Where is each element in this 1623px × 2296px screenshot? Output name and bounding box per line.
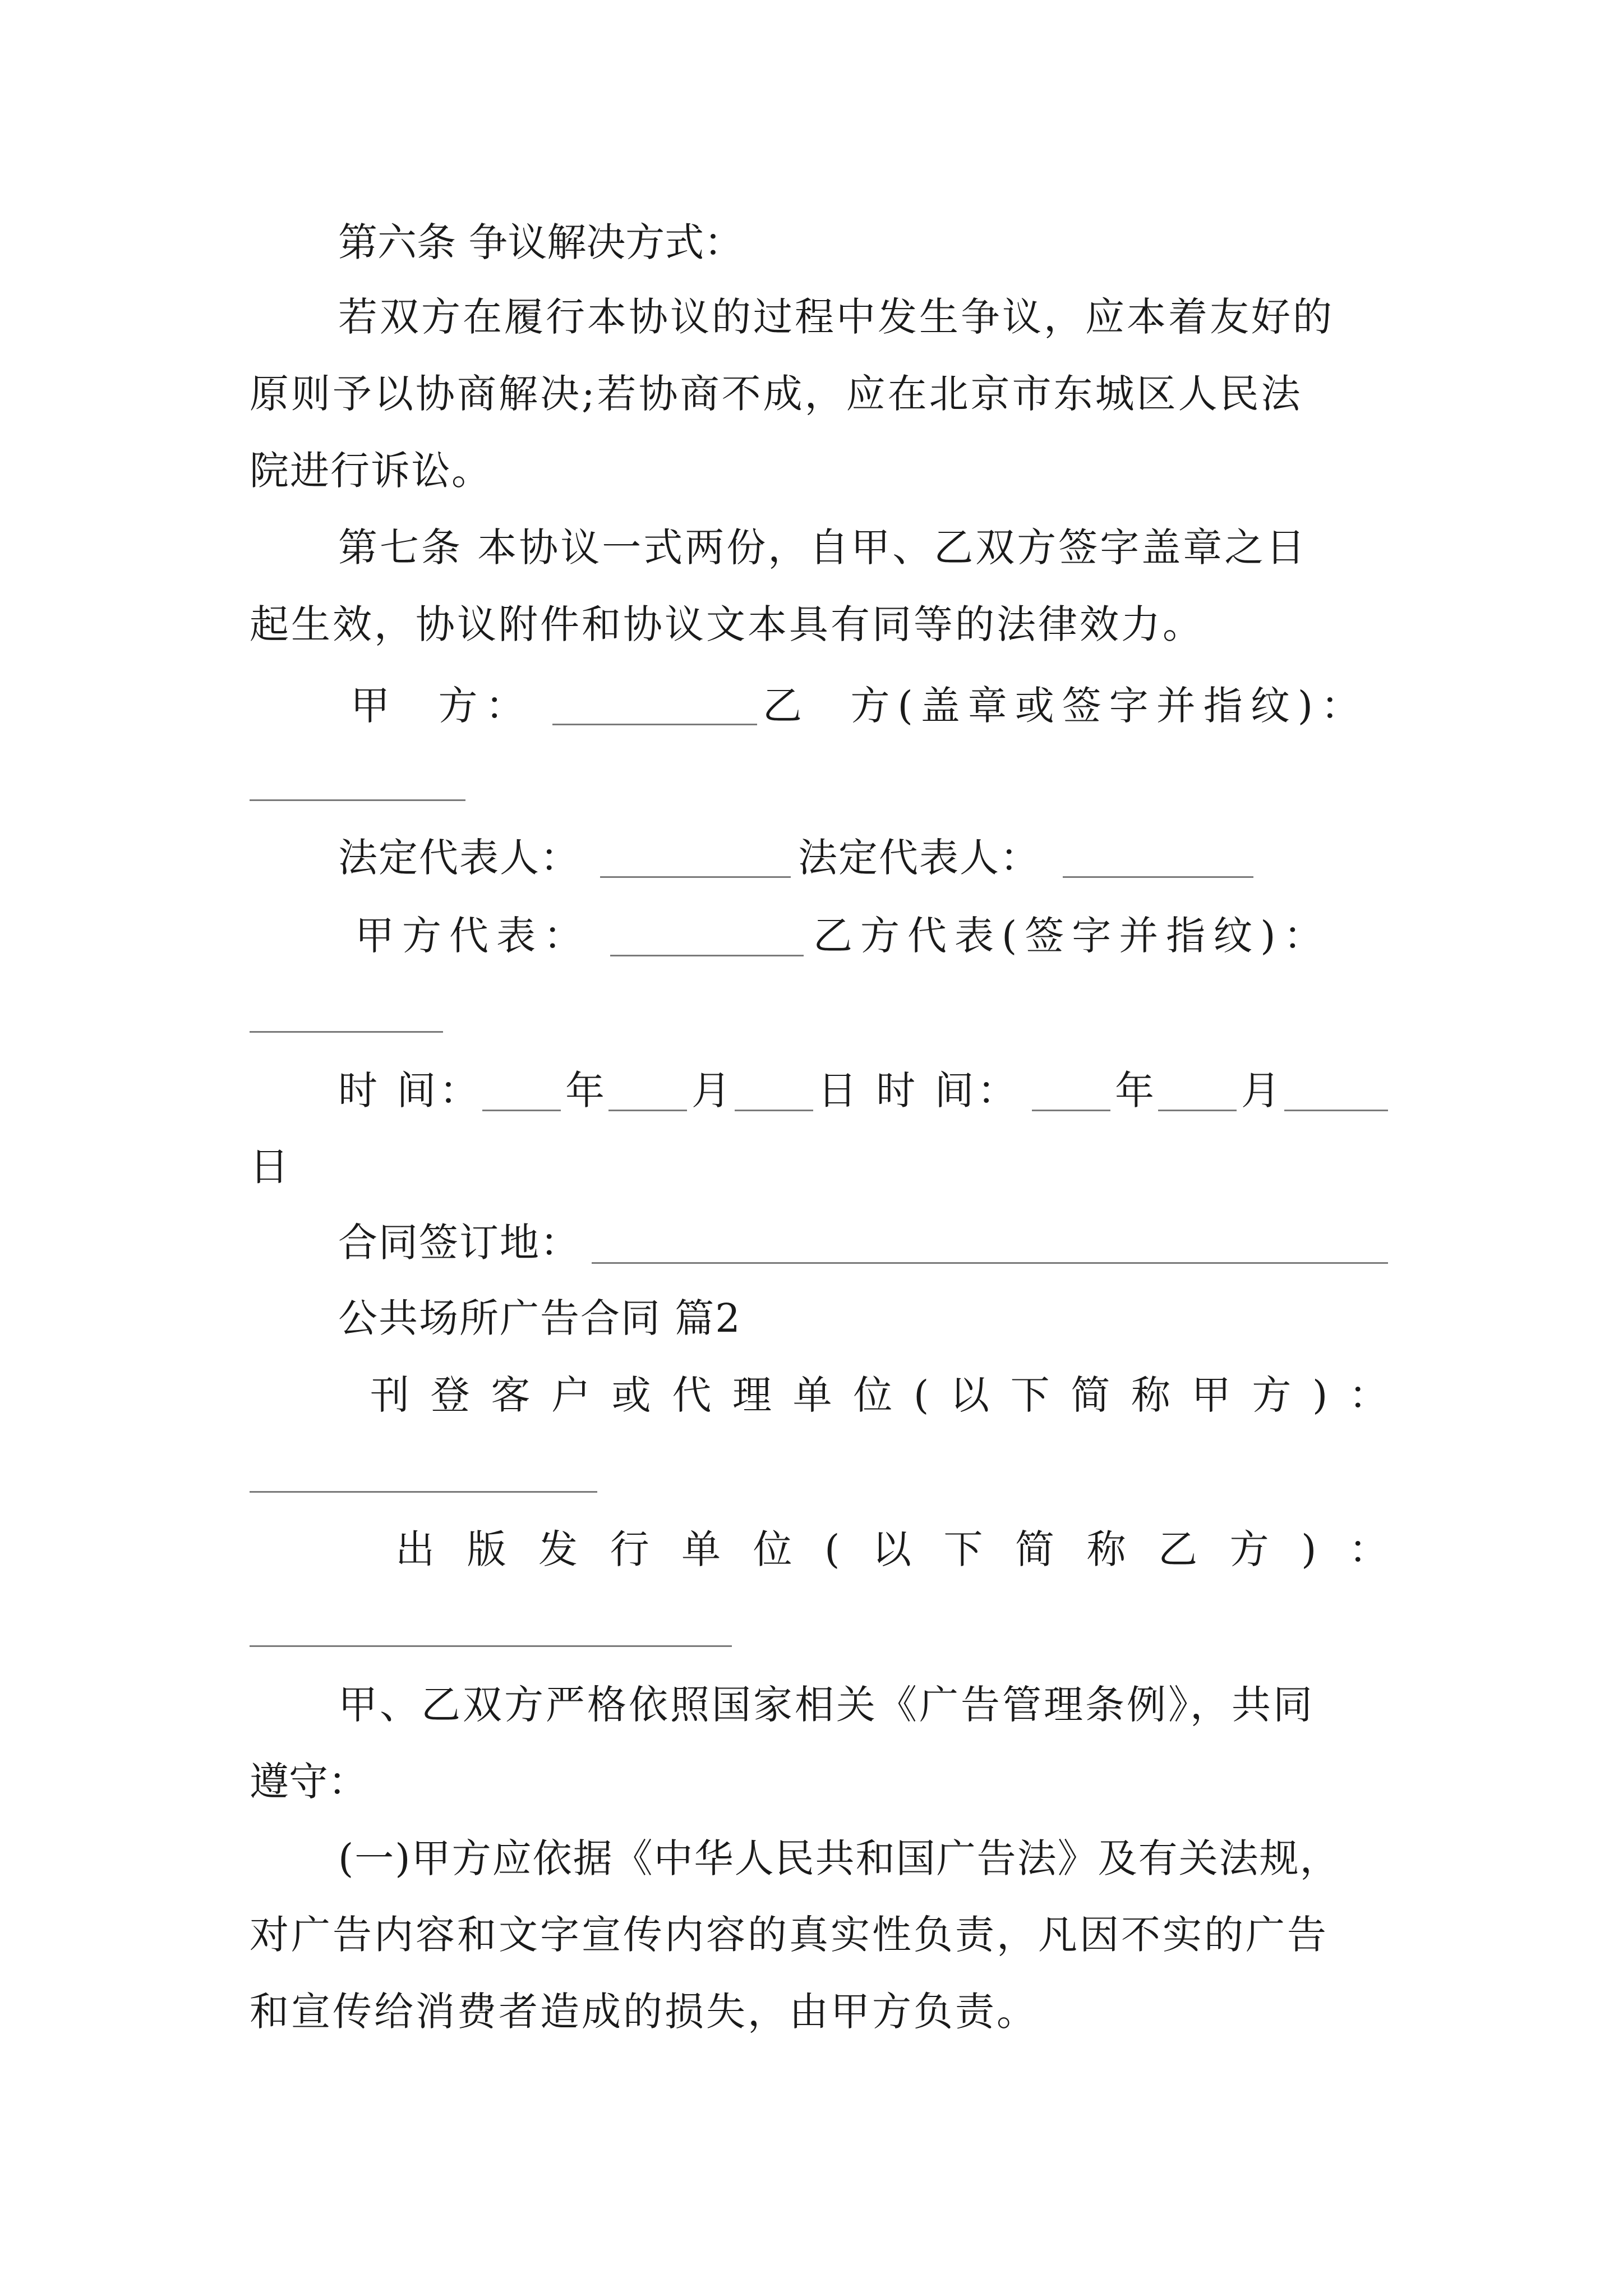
legal-rep-a-blank	[600, 876, 791, 878]
party-a-blank	[552, 724, 757, 725]
rep-b-label: 乙方代表(签字并指纹)：	[813, 913, 1331, 959]
signing-place-blank	[592, 1262, 1388, 1264]
legal-rep-b-blank	[1063, 876, 1253, 878]
date-a-month: 月	[691, 1068, 731, 1114]
rep-a-blank	[610, 955, 804, 956]
party-b-label: 乙 方(盖章或签字并指纹)：	[763, 683, 1368, 729]
date-b-month-blank	[1158, 1110, 1237, 1111]
date-a-month-blank	[608, 1110, 687, 1111]
section-title: 公共场所广告合同 篇2	[338, 1295, 741, 1341]
paragraph-line: 若双方在履行本协议的过程中发生争议，应本着友好的	[338, 294, 1334, 340]
signing-place-label: 合同签订地：	[338, 1220, 580, 1266]
client-blank	[250, 1491, 597, 1493]
date-b-year: 年	[1115, 1068, 1154, 1114]
paragraph-line: 起生效，协议附件和协议文本具有同等的法律效力。	[250, 601, 1204, 647]
article-7-heading: 第七条 本协议一式两份，自甲、乙双方签字盖章之日	[338, 524, 1308, 570]
publisher-blank	[250, 1645, 732, 1647]
date-a-day-blank	[735, 1110, 813, 1111]
rep-a-label: 甲方代表：	[355, 913, 591, 959]
legal-rep-a-label: 法定代表人：	[338, 835, 580, 881]
party-b-blank	[250, 799, 465, 801]
date-b-year-blank	[1032, 1110, 1110, 1111]
legal-rep-b-label: 法定代表人：	[798, 835, 1040, 881]
date-a-year-blank	[482, 1110, 561, 1111]
publisher-line: 出版发行单位(以下简称乙方)：	[395, 1526, 1388, 1572]
article-6-heading: 第六条 争议解决方式：	[338, 219, 744, 265]
paragraph-line: 原则予以协商解决;若协商不成，应在北京市东城区人民法	[250, 371, 1303, 417]
paragraph-line: 和宣传给消费者造成的损失，由甲方负责。	[250, 1989, 1038, 2035]
date-b-day: 日	[250, 1144, 289, 1190]
party-a-label: 甲 方：	[351, 683, 533, 729]
paragraph-line: 院进行诉讼。	[250, 448, 492, 494]
date-a-year: 年	[565, 1068, 605, 1114]
paragraph-line: (一)甲方应依据《中华人民共和国广告法》及有关法规，	[338, 1835, 1340, 1881]
date-a-label: 时 间：	[338, 1068, 482, 1114]
client-line: 刊登客户或代理单位(以下简称甲方)：	[370, 1372, 1388, 1418]
date-b-label: 日 时 间：	[818, 1068, 1020, 1114]
paragraph-line: 对广告内容和文字宣传内容的真实性负责，凡因不实的广告	[250, 1912, 1329, 1958]
paragraph-line: 遵守：	[250, 1759, 367, 1805]
date-b-month: 月	[1241, 1068, 1280, 1114]
paragraph-line: 甲、乙双方严格依照国家相关《广告管理条例》，共同	[338, 1682, 1315, 1728]
rep-b-blank	[250, 1031, 443, 1033]
date-b-day-blank	[1284, 1110, 1388, 1111]
